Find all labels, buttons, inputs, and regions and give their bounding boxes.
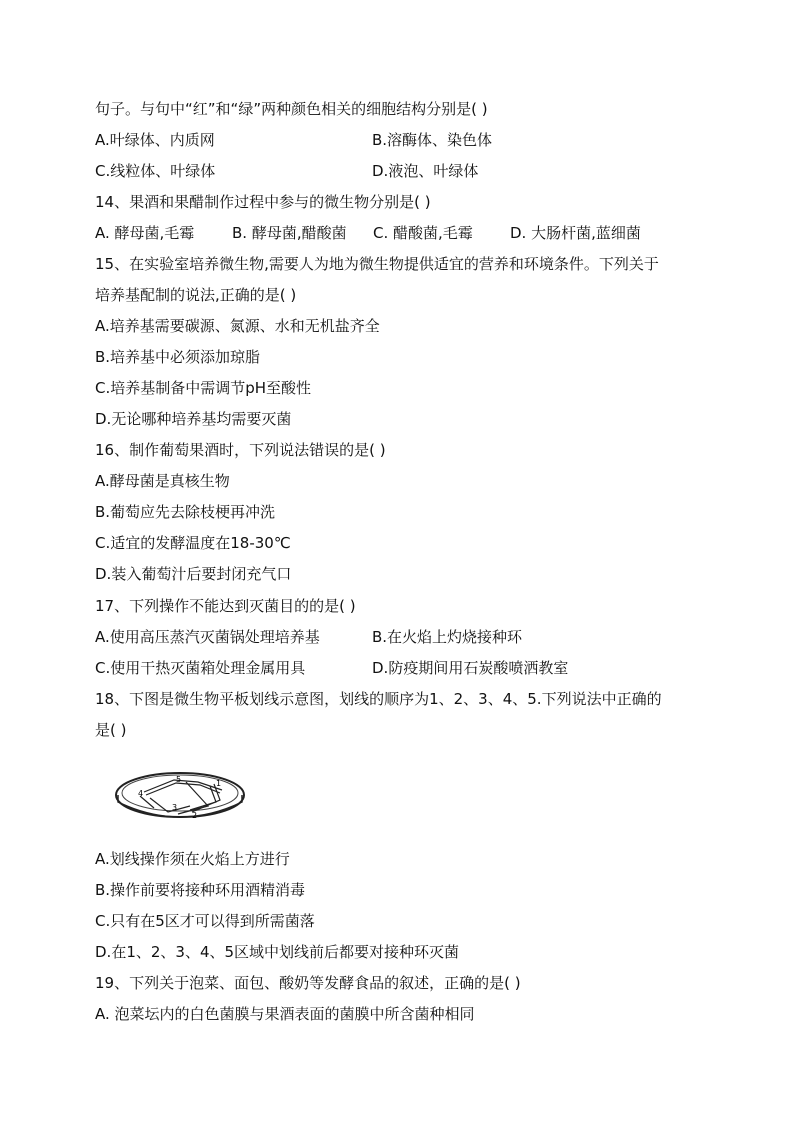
q16-option-b: B.葡萄应先去除枝梗再冲洗 [95,503,276,521]
q18-option-d: D.在1、2、3、4、5区域中划线前后都要对接种环灭菌 [95,943,460,961]
q17-option-b: B.在火焰上灼烧接种环 [372,628,523,646]
zone-label-2: 2 [192,811,198,820]
q14-option-d: D. 大肠杆菌,蓝细菌 [510,224,641,242]
q16-option-a: A.酵母菌是真核生物 [95,472,230,490]
q17-option-c: C.使用干热灭菌箱处理金属用具 [95,659,306,677]
q16-option-d: D.装入葡萄汁后要封闭充气口 [95,565,292,583]
q15-option-d: D.无论哪种培养基均需要灭菌 [95,410,292,428]
q17-option-a: A.使用高压蒸汽灭菌锅处理培养基 [95,628,320,646]
q13-option-b: B.溶酶体、染色体 [372,131,493,149]
q13-option-c: C.线粒体、叶绿体 [95,162,216,180]
question-19-stem: 19、下列关于泡菜、面包、酸奶等发酵食品的叙述，正确的是( ) [95,974,521,992]
q16-option-c: C.适宜的发酵温度在18-30℃ [95,534,291,552]
question-14-stem: 14、果酒和果醋制作过程中参与的微生物分别是( ) [95,193,431,211]
zone-label-1: 1 [216,779,222,788]
q19-option-a: A. 泡菜坛内的白色菌膜与果酒表面的菌膜中所含菌种相同 [95,1005,475,1023]
q13-option-d: D.液泡、叶绿体 [372,162,479,180]
q15-option-c: C.培养基制备中需调节pH至酸性 [95,379,312,397]
question-17-stem: 17、下列操作不能达到灭菌目的的是( ) [95,597,356,615]
zone-label-3: 3 [172,803,178,812]
question-16-stem: 16、制作葡萄果酒时，下列说法错误的是( ) [95,441,386,459]
q18-option-c: C.只有在5区才可以得到所需菌落 [95,912,315,930]
q14-option-b: B. 酵母菌,醋酸菌 [232,224,347,242]
zone-label-4: 4 [138,789,144,798]
q18-option-b: B.操作前要将接种环用酒精消毒 [95,881,306,899]
question-13-stem: 句子。与句中“红”和“绿”两种颜色相关的细胞结构分别是( ) [95,100,488,118]
zone-label-5: 5 [176,775,182,784]
q13-option-a: A.叶绿体、内质网 [95,131,215,149]
q15-option-b: B.培养基中必须添加琼脂 [95,348,261,366]
q18-option-a: A.划线操作须在火焰上方进行 [95,850,290,868]
petri-dish-streak-figure [110,760,250,830]
question-18-stem-line1: 18、下图是微生物平板划线示意图，划线的顺序为1、2、3、4、5.下列说法中正确的 [95,690,662,708]
question-15-stem-line2: 培养基配制的说法,正确的是( ) [95,286,297,304]
question-15-stem-line1: 15、在实验室培养微生物,需要人为地为微生物提供适宜的营养和环境条件。下列关于 [95,255,659,273]
question-18-stem-line2: 是( ) [95,721,127,739]
q14-option-a: A. 酵母菌,毛霉 [95,224,195,242]
q14-option-c: C. 醋酸菌,毛霉 [373,224,473,242]
q15-option-a: A.培养基需要碳源、氮源、水和无机盐齐全 [95,317,380,335]
q17-option-d: D.防疫期间用石炭酸喷洒教室 [372,659,569,677]
